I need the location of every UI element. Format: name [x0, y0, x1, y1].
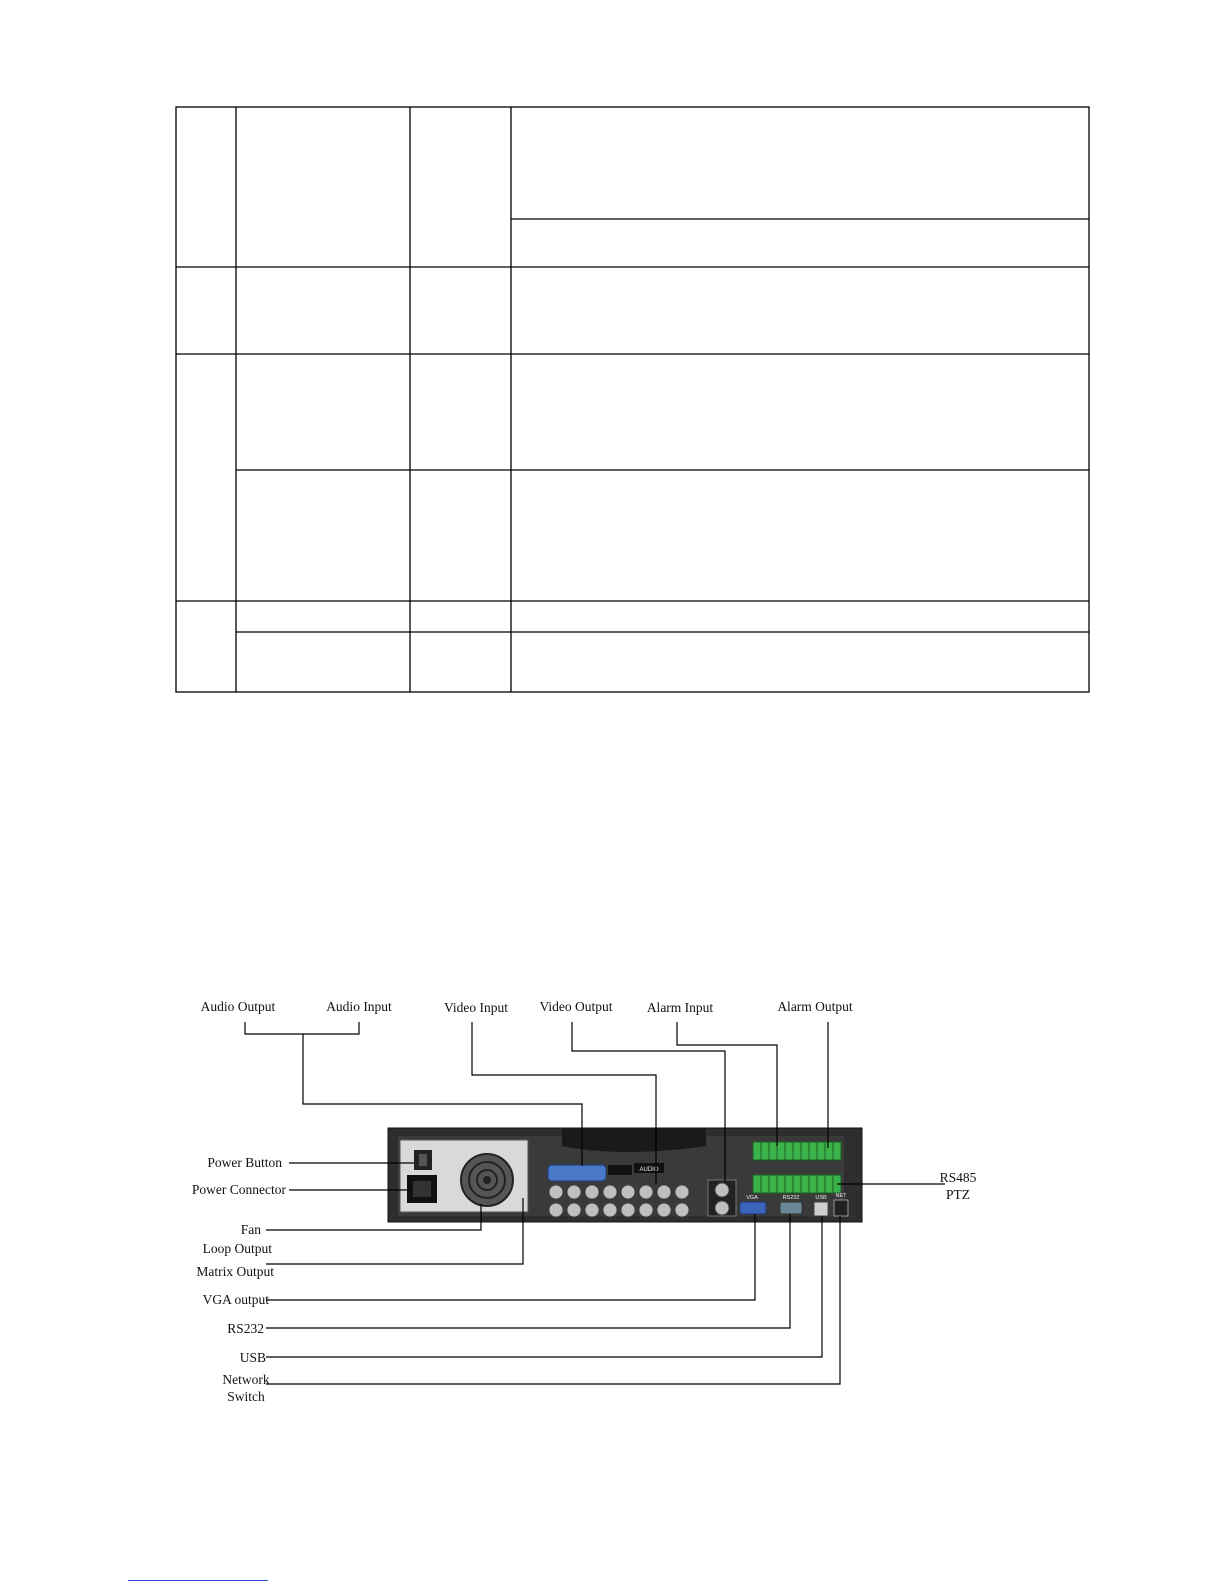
label-video-output: Video Output — [539, 999, 613, 1014]
label-rs232: RS232 — [227, 1321, 264, 1336]
footnote-separator — [128, 1580, 268, 1581]
label-alarm-input: Alarm Input — [646, 1000, 714, 1015]
label-rs485-line1: RS485 — [939, 1170, 977, 1185]
rs232-tag: RS232 — [782, 1195, 800, 1201]
label-vga-output: VGA output — [202, 1292, 269, 1307]
label-power-button: Power Button — [207, 1155, 282, 1170]
device-rear-panel — [388, 1128, 862, 1222]
label-audio-output: Audio Output — [200, 999, 276, 1014]
audio-tag: AUDIO — [639, 1167, 659, 1173]
label-alarm-output: Alarm Output — [777, 999, 853, 1014]
label-video-input: Video Input — [443, 1000, 509, 1015]
usb-tag: USB — [815, 1195, 827, 1201]
label-power-connector: Power Connector — [191, 1182, 286, 1197]
label-matrix-output: Matrix Output — [196, 1264, 274, 1279]
label-audio-input: Audio Input — [326, 999, 392, 1014]
label-network-line1: Network — [222, 1372, 270, 1387]
label-fan: Fan — [240, 1222, 261, 1237]
net-tag: NET — [835, 1193, 847, 1199]
vga-tag: VGA — [746, 1195, 758, 1201]
label-loop-output: Loop Output — [202, 1241, 272, 1256]
label-network-line2: Switch — [227, 1389, 265, 1404]
label-rs485-line2: PTZ — [945, 1187, 971, 1202]
label-usb: USB — [239, 1350, 266, 1365]
